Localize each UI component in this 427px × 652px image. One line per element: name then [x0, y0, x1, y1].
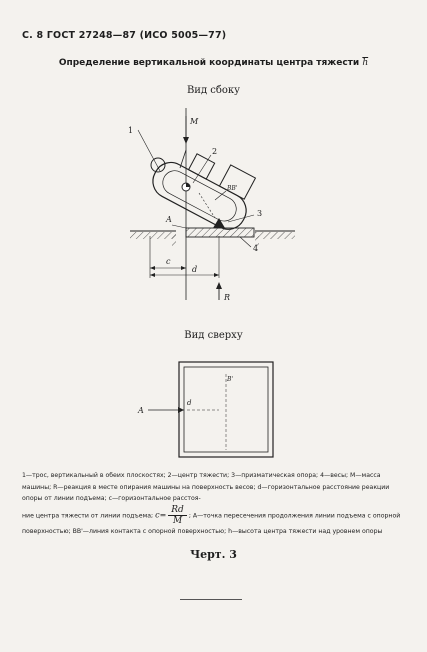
callout-3: 3 [257, 209, 263, 218]
formula-denominator: M [172, 515, 183, 526]
formula-numerator: Rd [168, 505, 187, 516]
leader-1 [138, 130, 160, 171]
label-a-top: A [138, 406, 144, 415]
side-view-label: Вид сбоку [186, 85, 241, 96]
machine-body [147, 135, 263, 235]
caption-line-1: 1—трос, вертикальный в обеих плоскостях; 2—центр тяжести; 3—призматическая опора; 4—весы; M—масса машины; R—реакция в месте опирания машины на поверхность весов; d—горизонтальное расстояние реакции опоры от линии подъема; c—горизонтальное расстоя- [22, 472, 390, 502]
ground-left-wall [172, 232, 176, 246]
scale-platform [186, 228, 254, 237]
hook-line [180, 150, 186, 168]
label-d-top: d [187, 399, 192, 407]
leader-4 [240, 237, 251, 247]
ground-right-hatch [255, 232, 295, 239]
label-m: M [190, 117, 199, 126]
label-r: R [224, 293, 231, 302]
callout-1: 1 [128, 126, 134, 135]
label-b-top: B' [227, 376, 234, 383]
arrow-r-head [216, 282, 222, 289]
caption-line-2-post: ; A—точка пересечения продолжения линии подъема с опорной поверхностью; BB'—линия контакта с опорной поверхностью; h—высота центра тяжести над уровнем опоры [22, 512, 401, 535]
ground-left-hatch [130, 232, 176, 239]
figure-caption [22, 470, 408, 537]
formula-lhs: c= [155, 510, 167, 519]
top-view-drawing [0, 350, 427, 460]
figure-label: Черт. 3 [190, 548, 237, 561]
caption-line-2-pre: ние центра тяжести от линии подъема; [22, 512, 154, 519]
label-c: c [166, 257, 171, 266]
label-a-side: A [166, 215, 172, 224]
leader-2 [193, 155, 211, 183]
h-dimension [199, 193, 215, 218]
leader-a [172, 225, 186, 228]
callout-2: 2 [212, 147, 218, 156]
arrow-m-head [183, 137, 189, 144]
formula-fraction [168, 505, 187, 526]
page-header: С. 8 ГОСТ 27248—87 (ИСО 5005—77) [22, 30, 227, 41]
caption-line-2 [22, 505, 408, 538]
bottom-rule [180, 599, 242, 600]
top-view-label: Вид сверху [184, 330, 243, 341]
title-text: Определение вертикальной координаты центра тяжести [58, 58, 360, 68]
lift-arrow-head [178, 407, 184, 413]
label-d: d [192, 265, 198, 274]
label-bb: BB' [227, 185, 238, 192]
callout-4: 4 [253, 244, 259, 253]
title-symbol: $\overline{h}$ [362, 58, 369, 68]
